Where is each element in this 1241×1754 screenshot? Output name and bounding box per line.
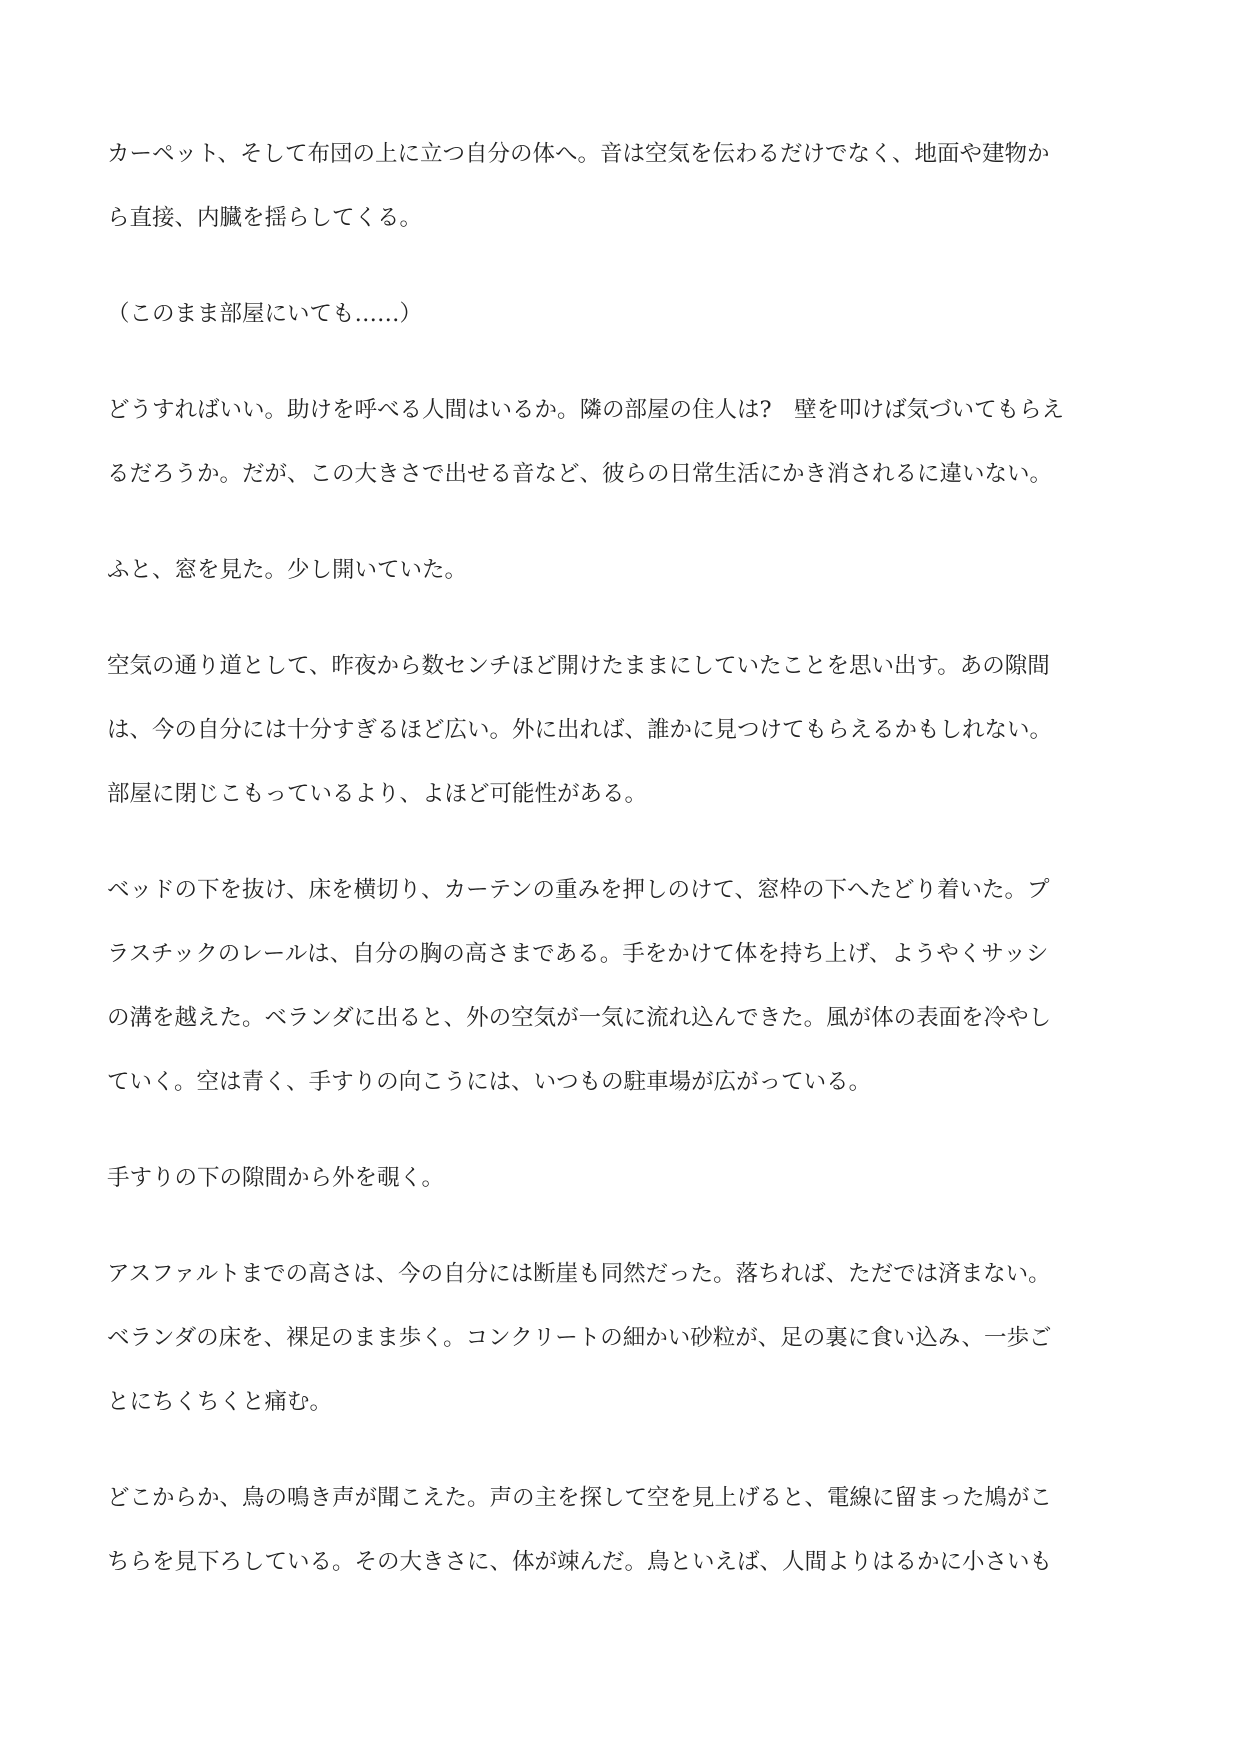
- text-line: るだろうか。だが、この大きさで出せる音など、彼らの日常生活にかき消されるに違いない。: [107, 461, 1053, 487]
- text-line: は、今の自分には十分すぎるほど広い。外に出れば、誰かに見つけてもらえるかもしれない。: [107, 717, 1053, 743]
- paragraph: [107, 282, 1137, 346]
- paragraph: [107, 1466, 1137, 1594]
- text-line: とにちくちくと痛む。: [107, 1389, 333, 1415]
- paragraph: [107, 538, 1137, 602]
- text-line: どこからか、鳥の鳴き声が聞こえた。声の主を探して空を見上げると、電線に留まった鳩がこ: [107, 1485, 1053, 1511]
- text-line: ていく。空は青く、手すりの向こうには、いつもの駐車場が広がっている。: [107, 1069, 872, 1095]
- text-line: の溝を越えた。ベランダに出ると、外の空気が一気に流れ込んできた。風が体の表面を冷やし: [107, 1005, 1052, 1031]
- text-line: ふと、窓を見た。少し開いていた。: [107, 557, 468, 583]
- body-text: [107, 122, 1137, 1626]
- paragraph: [107, 1242, 1137, 1434]
- text-line: ベッドの下を抜け、床を横切り、カーテンの重みを押しのけて、窓枠の下へたどり着いた。プ: [107, 877, 1050, 903]
- paragraph: [107, 122, 1137, 250]
- text-line: カーペット、そして布団の上に立つ自分の体へ。音は空気を伝わるだけでなく、地面や建物か: [107, 141, 1050, 167]
- text-line: 手すりの下の隙間から外を覗く。: [107, 1165, 445, 1191]
- text-line: 空気の通り道として、昨夜から数センチほど開けたままにしていたことを思い出す。あの隙間: [107, 653, 1050, 679]
- text-line: （このまま部屋にいても……）: [107, 301, 423, 327]
- paragraph: [107, 1146, 1137, 1210]
- text-line: ラスチックのレールは、自分の胸の高さまである。手をかけて体を持ち上げ、ようやくサッシ: [107, 941, 1049, 967]
- paragraph: [107, 634, 1137, 826]
- paragraph: [107, 858, 1137, 1114]
- text-line: 部屋に閉じこもっているより、よほど可能性がある。: [107, 781, 648, 807]
- text-line: どうすればいい。助けを呼べる人間はいるか。隣の部屋の住人は? 壁を叩けば気づいてもらえ: [107, 397, 1065, 423]
- text-line: ら直接、内臓を揺らしてくる。: [107, 205, 423, 231]
- text-line: ちらを見下ろしている。その大きさに、体が竦んだ。鳥といえば、人間よりはるかに小さいも: [107, 1549, 1053, 1575]
- paragraph: [107, 378, 1137, 506]
- text-line: ベランダの床を、裸足のまま歩く。コンクリートの細かい砂粒が、足の裏に食い込み、一歩ご: [107, 1325, 1052, 1351]
- text-line: アスファルトまでの高さは、今の自分には断崖も同然だった。落ちれば、ただでは済まない。: [107, 1261, 1051, 1287]
